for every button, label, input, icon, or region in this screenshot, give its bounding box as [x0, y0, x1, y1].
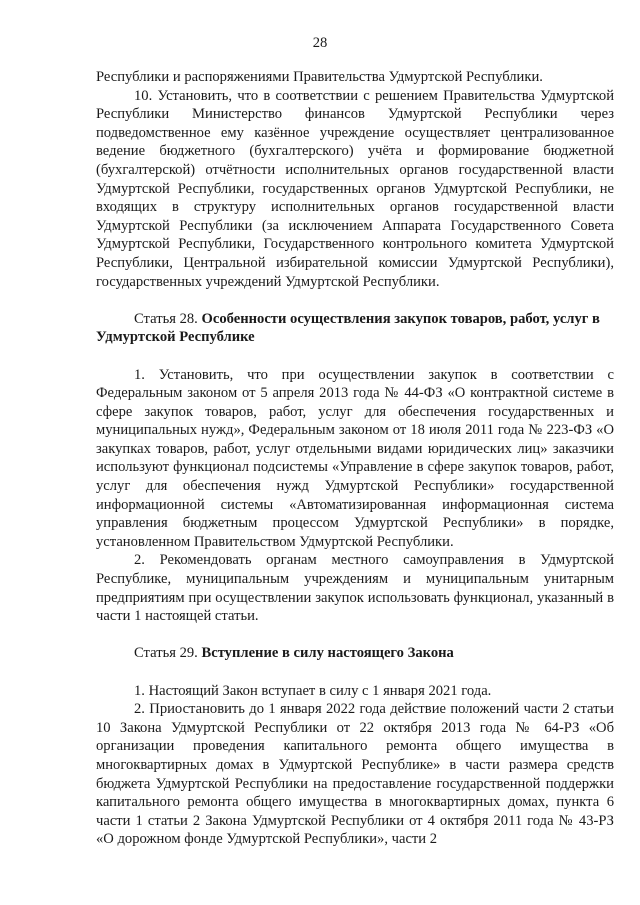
article-29-heading [96, 644, 614, 663]
paragraph-10: 10. Установить, что в соответствии с решением Правительства Удмуртской Республики Министерство финансов Удмуртской Республики через подведомственное ему казённое учреждение осуществляет централизованное ведение бюджетного (бухгалтерского) учёта и формирование бюджетной (бухгалтерской) отчётности исполнительных органов государственной власти Удмуртской Республики, государственных органов Удмуртской Республики, не входящих в структуру исполнительных органов государственной власти Удмуртской Республики (за исключением Аппарата Государственного Совета Удмуртской Республики, Государственного контрольного комитета Удмуртской Республики, Центральной избирательной комиссии Удмуртской Республики), государственных учреждений Удмуртской Республики. [96, 87, 614, 290]
article-28-part-2: 2. Рекомендовать органам местного самоуправления в Удмуртской Республике, муниципальным учреждениям и муниципальным унитарным предприятиям при осуществлении закупок использовать функционал, указанный в части 1 настоящей статьи. [96, 552, 614, 625]
article-29-title: Вступление в силу настоящего Закона [201, 645, 454, 662]
article-29-part-1: 1. Настоящий Закон вступает в силу с 1 января 2021 года. [134, 682, 492, 699]
article-29-number: Статья 29. [134, 645, 198, 662]
paragraph-continuation: Республики и распоряжениями Правительства Удмуртской Республики. [96, 69, 543, 85]
article-28-part-1: 1. Установить, что при осуществлении закупок в соответствии с Федеральным законом от 5 апреля 2013 года № 44-ФЗ «О контрактной системе в сфере закупок товаров, работ, услуг для обеспечения государственных и муниципальных нужд», Федеральным законом от 18 июля 2011 года № 223-ФЗ «О закупках товаров, работ, услуг отдельными видами юридических лиц» заказчики используют функционал подсистемы «Управление в сфере закупок товаров, работ, услуг для обеспечения нужд Удмуртской Республики» государственной информационной системы «Автоматизированная информационная система управления бюджетным процессом Удмуртской Республики» в порядке, установленном Правительством Удмуртской Республики. [96, 366, 614, 550]
article-28-number: Статья 28. [134, 310, 198, 327]
page-number: 28 [312, 35, 328, 51]
article-28-heading [96, 310, 614, 347]
article-29-part-2: 2. Приостановить до 1 января 2022 года действие положений части 2 статьи 10 Закона Удмуртской Республики от 22 октября 2013 года № 64-РЗ «Об организации проведения капитального ремонта общего имущества в многоквартирных домах в Удмуртской Республике» в части размера средств бюджета Удмуртской Республики на предоставление государственной поддержки капитального ремонта общего имущества в многоквартирных домах, пункта 6 части 1 статьи 2 Закона Удмуртской Республики от 4 октября 2011 года № 43-РЗ «О дорожном фонде Удмуртской Республики», части 2 [96, 701, 614, 848]
article-28-title: Особенности осуществления закупок товаров, работ, услуг в Удмуртской Республике [96, 310, 600, 346]
document-body [96, 68, 614, 849]
